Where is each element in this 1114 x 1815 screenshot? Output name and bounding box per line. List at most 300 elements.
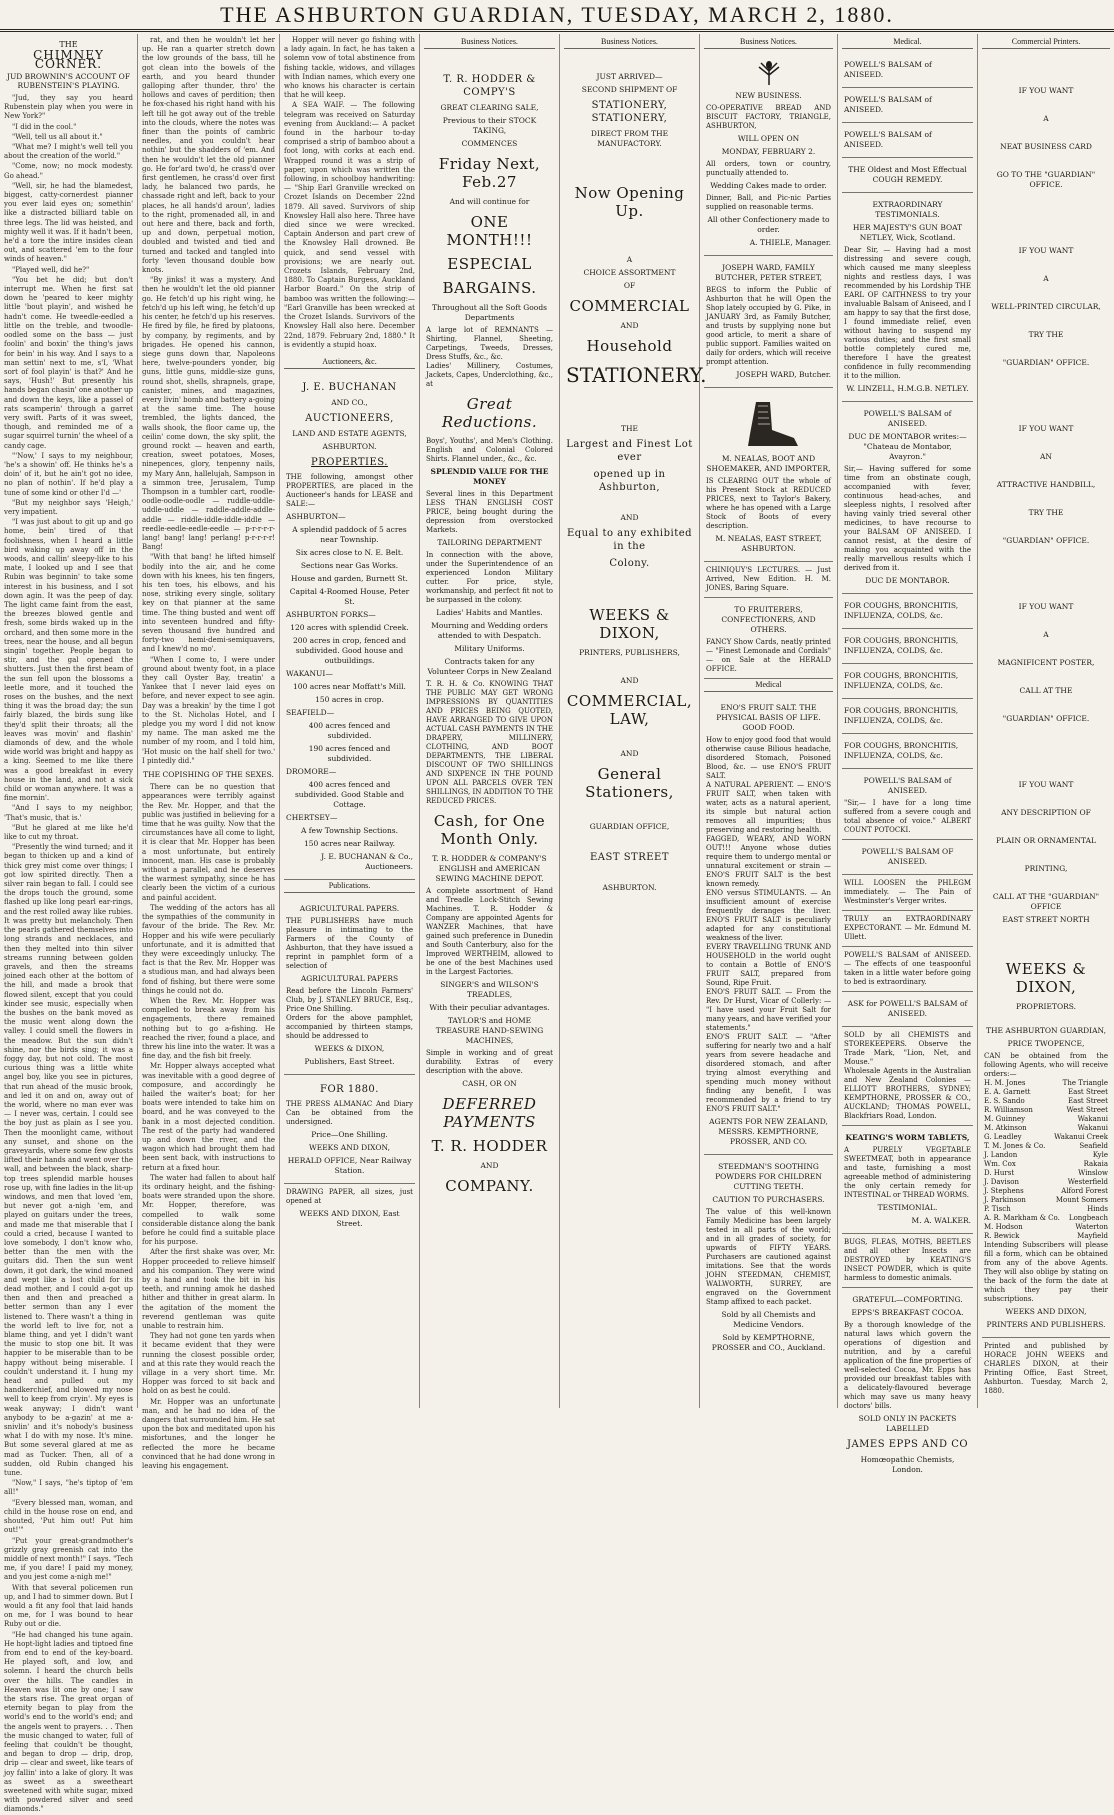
buchanan-name: J. E. BUCHANAN xyxy=(302,381,397,393)
dinner-ball: Dinner, Ball, and Pic-nic Parties supplied on reasonable terms. xyxy=(706,194,831,211)
ashburton-guardian: THE ASHBURTON GUARDIAN, xyxy=(986,1026,1106,1035)
coughs-ad xyxy=(842,699,973,734)
if-you-want-5: IF YOU WANT xyxy=(1018,780,1074,789)
call-at-2: CALL AT THE "GUARDIAN" OFFICE xyxy=(992,892,1100,911)
copishing-title: THE COPISHING OF THE SEXES. xyxy=(143,770,274,780)
agent-row xyxy=(984,1097,1108,1106)
printing: PRINTING, xyxy=(1024,864,1068,873)
story-paragraph: "You bet he did; but don't interrupt me. When he first sat down he 'peared to keer mighty little 'bout playin', and wished he hadn't come. He tweedle-eedled a little on the treble, and twoodle-oodled some on the bass — just foolin' and boxin' the thing's jaws for bein' in his way. And I says to a man settin' next to me, s'I, 'What sort of fool playin' is that?' And he says, 'Hush!' But presently his hands began chasin' one another up and down the keys, like a passel of rats scamperin' through a garret very swift. Parts of it was sweet, though, and reminded me of a sugar squirrel turnin' the wheel of a candy cage. xyxy=(4,275,133,450)
confectionery: All other Confectionery made to order. xyxy=(707,215,830,234)
keatings-title: KEATING'S WORM TABLETS, xyxy=(845,1133,970,1142)
monday-feb: MONDAY, FEBRUARY 2. xyxy=(721,147,816,156)
agent-row xyxy=(984,1223,1108,1232)
agent-location: Waterton xyxy=(1075,1223,1108,1231)
weeks-dixon-2: WEEKS AND DIXON, xyxy=(1005,1307,1087,1316)
try-the-1: TRY THE xyxy=(1028,330,1064,339)
hodder-and: AND xyxy=(480,1161,499,1170)
medical-head-col6: Medical xyxy=(704,679,833,692)
property-item: 400 acres fenced and subdivided. Good Stable and Cottage. xyxy=(294,779,405,809)
netley-ad xyxy=(842,193,973,402)
enos-fagged: FAGGED, WEARY, AND WORN OUT!!! Anyone whose duties require them to undergo mental or unnatural excitement or strain — ENO'S FRUIT SALT is the best known remedy. xyxy=(706,835,831,888)
hodder-company: COMPANY. xyxy=(445,1177,534,1195)
stationery-big: STATIONERY. xyxy=(566,363,707,387)
agent-location: Westerfield xyxy=(1067,1178,1108,1186)
go-to-guardian: GO TO THE "GUARDIAN" OFFICE. xyxy=(996,170,1096,189)
story-paragraph: "Put your great-grandmother's grizzly gray greenish cat into the middle of next month!" I says. "Tech me, if you dare! I paid my money, and you jest come a-nigh me!" xyxy=(4,1536,133,1582)
property-item: 200 acres in crop, fenced and subdivided. Good house and outbuildings. xyxy=(292,635,407,665)
stationery-and-4: AND xyxy=(620,749,639,758)
column-6 xyxy=(700,34,838,1408)
tr-hodder: T. R. HODDER xyxy=(431,1137,548,1155)
agent-location: Mount Somers xyxy=(1055,1196,1108,1204)
imprint-ad xyxy=(982,1338,1110,1400)
agent-row xyxy=(984,1115,1108,1124)
story-paragraph: "But he glared at me like he'd like to cut my throat. xyxy=(4,823,133,842)
buchanan-sign: J. E. BUCHANAN & Co., Auctioneers. xyxy=(321,851,413,871)
column-7 xyxy=(838,34,978,1474)
deferred-payments: DEFERRED PAYMENTS xyxy=(442,1095,537,1131)
stationery-and: AND xyxy=(620,321,639,330)
medical-head: Medical. xyxy=(842,36,973,49)
agri-publishers: Publishers, East Street. xyxy=(304,1056,395,1066)
nealas-text: IS CLEARING OUT the whole of his Present Stock at REDUCED PRICES, next to Taylor's Bakery, where he has opened with a Large Stock of Boots of every description. xyxy=(706,477,831,530)
prop-wakanui-list xyxy=(286,682,413,705)
story-paragraph: "Now," I says, "he's tiptop of 'em all!" xyxy=(4,1479,133,1497)
oldest-ad xyxy=(842,158,973,193)
agri-title: AGRICULTURAL PAPERS. xyxy=(299,903,400,913)
almanac-price: Price—One Shilling. xyxy=(311,1129,388,1139)
ward-sign: JOSEPH WARD, Butcher. xyxy=(736,370,831,379)
great-clearing: GREAT CLEARING SALE, xyxy=(440,103,539,112)
columns xyxy=(0,34,1114,1814)
sold-by: SOLD by all CHEMISTS and STOREKEEPERS. Observe the Trade Mark, "Lion, Net, and Mouse." xyxy=(844,1031,971,1066)
agent-name: D. Hurst xyxy=(984,1169,1015,1177)
property-item: A few Township Sections. xyxy=(300,825,399,835)
properties-intro: THE following, amongst other PROPERTIES, are placed in the Auctioneer's hands for LEASE and SALE:— xyxy=(286,472,413,508)
chiniquy: CHINIQUY'S LECTURES. — Just Arrived, New Edition. H. M. JONES, Baring Square. xyxy=(706,566,831,592)
singers-2: With their peculiar advantages. xyxy=(429,1003,550,1012)
buchanan-ashburton: ASHBURTON. xyxy=(322,441,377,451)
business-notices-head-1: Business Notices. xyxy=(424,36,555,49)
agent-row xyxy=(984,1133,1108,1142)
epps-title: EPPS'S BREAKFAST COCOA. xyxy=(851,1308,964,1317)
a-2: A xyxy=(1043,274,1049,283)
agent-name: R. Williamson xyxy=(984,1106,1033,1114)
enos-stimulants: ENO versus STIMULANTS. — An insufficient amount of exercise frequently deranges the liver. ENO'S FRUIT SALT is peculiarly adapted for any constitutional weakness of the liver. xyxy=(706,889,831,942)
will-open: WILL OPEN ON xyxy=(737,134,800,143)
coughs-list xyxy=(842,594,973,769)
masthead-title: THE ASHBURTON GUARDIAN, TUESDAY, MARCH 2, 1880. xyxy=(220,2,894,27)
prop-wakanui-head: WAKANUI— xyxy=(286,668,333,678)
aniseed-7-ad xyxy=(842,947,973,992)
enos-ad xyxy=(704,696,833,1155)
agent-location: East Street xyxy=(1068,1097,1108,1105)
prop-seafield-head: SEAFIELD— xyxy=(286,707,335,717)
agent-location: Wakanui Creek xyxy=(1054,1133,1108,1141)
agent-name: J. Parkinson xyxy=(984,1196,1026,1204)
steedman-ad xyxy=(704,1155,833,1360)
story-paragraph: "And I says to my neighbor, 'That's music, that is.' xyxy=(4,804,133,822)
agent-row xyxy=(984,1142,1108,1151)
story-paragraph: The water had fallen to about half its ordinary height, and the fishing-boats were stranded upon the shore. Mr. Hopper, therefore, was compelled to walk some considerable distance along the bank before he could find a suitable place for his purpose. xyxy=(142,1173,275,1247)
property-item: 120 acres with splendid Creek. xyxy=(290,622,409,632)
for-1880: FOR 1880. xyxy=(320,1083,379,1095)
story-paragraph: A SEA WAIF. — The following telegram was received on Saturday evening from Auckland:— A packet found in the harbour to-day comprised a strip of bamboo about a foot long, with corks at each end. Wrapped round it was a strip of paper, upon which was written the following, in schoolboy handwriting:— "Ship Earl Granville wrecked on Crozet Islands on December 22nd 1879. All saved. Survivors of ship Knowsley Hall also here. Three have died since we were wrecked. Captain Anderson and part crew of the Knowsley Hall drowned. Be quick, and send vessel with provisions; we are nearly out. Crozets Islands, February 2nd, 1880. To Captain Burgess, Auckland Harbor Board." On the strip of bamboo was written the following:— "Earl Granville has been wrecked at the Crozet Islands. Survivors of the Knowsley Hall also here. December 22nd, 1879. February 2nd, 1880." It is evidently a stupid hoax. xyxy=(284,101,415,349)
prop-seafield-list xyxy=(286,721,413,764)
agent-name: J. Landon xyxy=(984,1151,1018,1159)
a-1: A xyxy=(1043,114,1049,123)
sea-waif-story xyxy=(284,36,415,350)
ladies-millinery: Ladies' Millinery, Costumes, Jackets, Capes, Underclothing, &c., at xyxy=(426,362,553,388)
coop-ad xyxy=(704,53,833,256)
prop-ashburton-list xyxy=(286,525,413,607)
prop-forks-list xyxy=(286,623,413,666)
enos-agents: AGENTS FOR NEW ZEALAND, MESSRS. KEMPTHORNE, PROSSER, AND CO. xyxy=(709,1117,828,1146)
chimney-corner-body xyxy=(4,94,133,1815)
fancy-show-cards: FANCY Show Cards, neatly printed — "Finest Lemonade and Cordials" — on Sale at the HERALD OFFICE. xyxy=(706,638,831,673)
coughs-text: FOR COUGHS, BRONCHITIS, INFLUENZA, COLDS, &c. xyxy=(844,636,959,655)
enos-travelling: EVERY TRAVELLING TRUNK AND HOUSEHOLD in the world ought to contain a Bottle of ENO'S FRUIT SALT, prepared from Sound, Ripe Fruit. xyxy=(706,943,831,987)
powell-ad-1 xyxy=(842,53,973,88)
poster: MAGNIFICENT POSTER, xyxy=(997,658,1095,667)
agent-name: M. Hodson xyxy=(984,1223,1023,1231)
coughs-ad xyxy=(842,664,973,699)
montabor: DUC DE MONTABOR writes:— "Chateau de Montabor, Avayron." xyxy=(848,432,967,461)
story-paragraph: "Come, now; no mock modesty. Go ahead." xyxy=(4,162,133,180)
story-paragraph: rat, and then he wouldn't let her up. He ran a quarter stretch down the low grounds of the bass, till he got clean into the bowels of the earth, and you heard thunder galloping after thunder, thro' the hollows and caves of perdition; then he fox-chased his right hand with his left till he got away out of the treble into the clouds, where the notes was finer than the points of cambric needles, and you couldn't hear nothin' but the shadders of 'em. And then he wouldn't let the old pianner go. He for'ard two'd, he crass'd over first gentlemen, he crass'd over first lady, he balanced two pards, he chassade right and left, back to your places, he all hands'd aroun', ladies to the right, promenaded all, in and out here and there, back and forth, up and down, perpetual motion, doubled and twisted and tied and turned and tacked and tangled into forty 'leven thousand double bow knots. xyxy=(142,36,275,275)
thiele-sign: A. THIELE, Manager. xyxy=(749,238,831,247)
boys-clothing: Boys', Youths', and Men's Clothing. English and Colonial Colored Shirts. Flannel under., &c., &c. xyxy=(426,437,553,463)
commences: COMMENCES xyxy=(461,139,518,148)
business-notices-head-3: Business Notices. xyxy=(704,36,833,49)
story-paragraph: "Well, tell us all about it." xyxy=(12,132,103,141)
sewing-title: T. R. HODDER & COMPANY'S ENGLISH and AMERICAN SEWING MACHINE DEPOT. xyxy=(432,854,547,883)
largest-finest: Largest and Finest Lot ever xyxy=(566,439,693,463)
buchanan-land: LAND AND ESTATE AGENTS, xyxy=(292,428,407,438)
aniseed-7: POWELL'S BALSAM of ANISEED. — The effects of one teaspoonful taken in a little water before going to bed is extraordinary. xyxy=(844,951,971,986)
copishing-body xyxy=(142,783,275,1471)
agent-name: E. A. Garnett xyxy=(984,1088,1031,1096)
oldest-remedy: THE Oldest and Most Effectual COUGH REMEDY. xyxy=(848,165,967,184)
colony: Colony. xyxy=(609,558,650,569)
will-continue: And will continue for xyxy=(449,197,530,206)
buchanan-ad xyxy=(284,373,415,880)
east-street-col5: EAST STREET xyxy=(589,852,670,863)
agent-name: A. R. Markham & Co. xyxy=(984,1214,1060,1222)
tailoring-text: In connection with the above, under the Superintendence of an experienced London Military cutter. For price, style, workmanship, and perfect fit not to be surpassed in the colony. xyxy=(426,551,553,604)
powell-2: POWELL'S BALSAM of ANISEED. xyxy=(844,95,932,114)
steedman-sold: Sold by all Chemists and Medicine Vendors. xyxy=(721,1310,816,1329)
hodder-ad xyxy=(424,53,555,1205)
business-notices-head-2: Business Notices. xyxy=(564,36,695,49)
printers-ad xyxy=(982,53,1110,1019)
column-2 xyxy=(138,34,280,1471)
contracts: Contracts taken for any Volunteer Corps in New Zealand xyxy=(427,657,552,676)
property-item: 400 acres fenced and subdivided. xyxy=(308,720,391,740)
coop-text: All orders, town or country, punctually attended to. xyxy=(706,160,831,177)
story-paragraph: The wedding of the actors has all the sympathies of the community in favour of the bride. The Rev. Mr. Hopper and his wife were peculiarly unfortunate, and it is admitted that they were exceedingly unlucky. The fact is that the Rev. Mr. Hopper was a studious man, and had always been fond of fishing, but there were some things he could not do. xyxy=(142,903,275,995)
any-description: ANY DESCRIPTION OF xyxy=(1001,808,1091,817)
agent-location: Winslow xyxy=(1078,1169,1108,1177)
prop-dromore-head: DROMORE— xyxy=(286,766,337,776)
sewing-text: A complete assortment of Hand and Treadle Lock-Stitch Sewing Machines. T. R. Hodder & Company are appointed Agents for WANZER Machines, that have gained such preference in Dunedin and South Canterbury, also for the Improved WERTHEIM, allowed to be one of the best Machines used in the Largest Factories. xyxy=(426,887,553,976)
hodder-title: T. R. HODDER & COMPY'S xyxy=(443,74,536,98)
choice-assortment: CHOICE ASSORTMENT xyxy=(583,268,676,277)
column-1 xyxy=(0,34,138,1814)
enos-text: How to enjoy good food that would otherwise cause Bilious headache, disordered Stomach, Poisoned Blood, &c. — use ENO'S FRUIT SALT. xyxy=(706,736,831,780)
agent-row xyxy=(984,1187,1108,1196)
phlegm-ad xyxy=(842,875,973,911)
one-month: ONE MONTH!!! xyxy=(446,213,533,249)
story-paragraph: "He had changed his tune again. He hopt-light ladies and tiptoed fine from end to end of the key-board. He played soft, and low, and solemn. I heard the church bells over the hills. The candles in Heaven was lit one by one; I saw the stars rise. The great organ of eternity began to play from the world's end to the world's end; and the angels went to prayers. . . Then the music changed to water, full of feeling that couldn't be thought, and began to drop — drip, drop, drip — clear and sweet, like tears of joy fallin' into a lake of glory. It was as sweet as a sweetheart sweetened with white sugar, mixed with powdered silver and seed diamonds." xyxy=(4,1630,133,1814)
bugs: BUGS, FLEAS, MOTHS, BEETLES and all other Insects are DESTROYED by KEATING'S INSECT POWDER, which is quite harmless to domestic animals. xyxy=(844,1238,971,1282)
buchanan-and-co: AND CO., xyxy=(331,397,368,407)
agent-name: J. Davison xyxy=(984,1178,1020,1186)
ladies-habits: Ladies' Habits and Mantles. xyxy=(436,608,543,617)
well-printed: WELL-PRINTED CIRCULAR, xyxy=(991,302,1101,311)
truly: TRULY an EXTRAORDINARY EXPECTORANT. — Mr. Edmund M. Ullett. xyxy=(844,915,971,941)
weeks-dixon-col5: WEEKS & DIXON, xyxy=(589,606,670,642)
agent-name: R. Bewick xyxy=(984,1232,1020,1240)
enos-title: ENO'S FRUIT SALT. THE PHYSICAL BASIS OF LIFE. GOOD FOOD. xyxy=(716,703,821,732)
opened-up: opened up in Ashburton, xyxy=(593,469,666,493)
agent-row xyxy=(984,1214,1108,1223)
if-you-want-4: IF YOU WANT xyxy=(1018,602,1074,611)
agent-name: H. M. Jones xyxy=(984,1079,1026,1087)
agent-location: Alford Forest xyxy=(1061,1187,1108,1195)
column-5 xyxy=(560,34,707,1408)
prop-chertsey-head: CHERTSEY— xyxy=(286,812,338,822)
auctioneers-head: Auctioneers, &c. xyxy=(284,356,415,369)
agri-orders: Orders for the above pamphlet, accompanied by thirteen stamps, should be addressed to xyxy=(286,1013,413,1040)
agent-row xyxy=(984,1151,1108,1160)
agent-name: T. M. Jones & Co. xyxy=(984,1142,1046,1150)
remnants: A large lot of REMNANTS — Shirting, Flannel, Sheeting, Carpetings, Tweeds, Dresses, Dress Stuffs, &c., &c. xyxy=(426,326,553,361)
ask-for: ASK for POWELL'S BALSAM of ANISEED. xyxy=(847,999,968,1018)
agent-row xyxy=(984,1106,1108,1115)
nealas-ad xyxy=(704,388,833,562)
epps-text: By a thorough knowledge of the natural laws which govern the operations of digestion and nutrition, and by a careful application of the fine properties of well-selected Cocoa, Mr. Epps has provided our breakfast tables with a delicately-flavoured beverage which may save us many heavy doctors' bills. xyxy=(844,1321,971,1410)
powell-5: POWELL'S BALSAM of ANISEED. xyxy=(863,776,952,795)
stationery-and-2: AND xyxy=(620,513,639,522)
property-item: Sections near Gas Works. xyxy=(300,560,399,570)
agri-papers-ad xyxy=(284,897,415,1075)
powell-ad-2 xyxy=(842,88,973,123)
ward-ad xyxy=(704,256,833,388)
agent-row xyxy=(984,1178,1108,1187)
plain-ornamental: PLAIN OR ORNAMENTAL xyxy=(995,836,1096,845)
masthead xyxy=(0,0,1114,30)
story-paragraph: They had not gone ten yards when it became evident that they were running the closest possible order, and at this rate they would reach the village in a very short time. Mr. Hopper was forced to sit back and hold on as best he could. xyxy=(142,1332,275,1396)
agri-weeks-dixon: WEEKS & DIXON, xyxy=(314,1043,385,1053)
if-you-want-2: IF YOU WANT xyxy=(1018,246,1074,255)
direct-manufactory: DIRECT FROM THE MANUFACTORY. xyxy=(590,129,669,148)
agent-row xyxy=(984,1079,1108,1088)
friday-next: Friday Next, Feb.27 xyxy=(438,155,541,191)
publications-head: Publications. xyxy=(284,880,415,893)
printers-publishers-col5: PRINTERS, PUBLISHERS, xyxy=(579,648,680,657)
fruiterers-ad xyxy=(704,598,833,679)
agent-name: M. Guinney xyxy=(984,1115,1026,1123)
press-almanac: THE PRESS ALMANAC And Diary Can be obtained from the undersigned. xyxy=(286,1099,413,1126)
price-twopence: PRICE TWOPENCE, xyxy=(1007,1039,1085,1048)
singers: SINGER'S and WILSON'S TREADLES, xyxy=(440,980,539,999)
if-you-want-3: IF YOU WANT xyxy=(1018,424,1074,433)
potocki-ad xyxy=(842,769,973,840)
story-paragraph: There can be no question that appearances were terribly against the Rev. Mr. Hopper, and that the public was justified in believing for a time that he was guilty. Now that the circumstances have all come to light, it is clear that Mr. Hopper has been a most unfortunate, but entirely innocent, man. His case is probably without a parallel, and he deserves the warmest sympathy, since he has clearly been the victim of a curious and painful accident. xyxy=(142,783,275,902)
enos-testimonial-2: ENO'S FRUIT SALT. — "After suffering for nearly two and a half years from severe headache and disordered stomach, and after trying almost everything and spending much money without finding any benefit, I was recommended by a friend to try ENO'S FRUIT SALT." xyxy=(706,1033,831,1113)
drawing-paper: DRAWING PAPER, all sizes, just opened at xyxy=(286,1187,413,1205)
agent-location: Kyle xyxy=(1092,1151,1108,1159)
grateful: GRATEFUL—COMFORTING. xyxy=(852,1295,963,1304)
agent-name: J. Stephens xyxy=(984,1187,1024,1195)
story-paragraph: After the first shake was over, Mr. Hopper proceeded to relieve himself and his companion. They were wind by a hand and took the bit in his teeth, and running amok he dashed hither and thither in great alarm. In the agitation of the moment the reverend gentleman was quite unable to restrain him. xyxy=(142,1248,275,1331)
keatings-sub: A PURELY VEGETABLE SWEETMEAT, both in appearance and taste, furnishing a most agreeable method of administering the only certain remedy for INTESTINAL or THREAD WORMS. xyxy=(844,1146,971,1199)
story-paragraph: "With that bang! he lifted himself bodily into the air, and he come down with his knees, his ten fingers, his ten toes, his elbows, and his nose, striking every single, solitary key on that pianner at the same time. The thing busted and went off into seventeen hundred and fifty-seven thousand five hundred and forty-two hemi-demi-semiquavers, and I knew'd no mo'. xyxy=(142,553,275,654)
proprietors: PROPRIETORS. xyxy=(1015,1002,1077,1011)
nealas-title: M. NEALAS, BOOT AND SHOEMAKER, AND IMPORTER, xyxy=(706,454,831,473)
netley: HER MAJESTY'S GUN BOAT NETLEY, Wick, Scotland. xyxy=(852,223,963,242)
try-the-2: TRY THE xyxy=(1028,508,1064,517)
agri-text: THE PUBLISHERS have much pleasure in intimating to the Farmers of the County of Ashburton, that they have issued a reprint in pamphlet form of a selection of xyxy=(286,916,413,970)
property-item: 100 acres near Moffatt's Mill. xyxy=(293,681,406,691)
epps-sold: SOLD ONLY IN PACKETS LABELLED xyxy=(858,1414,957,1433)
bugs-ad xyxy=(842,1234,973,1288)
story-paragraph: "Played well, did he?" xyxy=(12,265,90,274)
powell-1: POWELL'S BALSAM of ANISEED. xyxy=(844,60,932,79)
story-paragraph: "What me? I might's well tell you about the creation of the world." xyxy=(4,143,133,161)
simple-working: Simple in working and of great durability. Extras of every description with the above. xyxy=(426,1049,553,1075)
now-opening: Now Opening Up. xyxy=(574,184,685,220)
coughs-text: FOR COUGHS, BRONCHITIS, INFLUENZA, COLDS, &c. xyxy=(844,671,959,690)
story-paragraph: "Jud, they say you heard Rubenstein play when you were in New York?" xyxy=(4,94,133,121)
chiniquy-ad xyxy=(704,562,833,598)
ward-title: JOSEPH WARD, FAMILY BUTCHER, PETER STREET, xyxy=(714,263,823,282)
ward-text: BEGS to inform the Public of Ashburton that he will Open the Shop lately occupied by G. Pike, in JANUARY 3rd, as Family Butcher, and trusts by supplying none but good article, to merit a share of public support. Families waited on daily for orders, which will receive prompt attention. xyxy=(706,286,831,366)
mourning: Mourning and Wedding orders attended to with Despatch. xyxy=(431,621,548,640)
agent-row xyxy=(984,1160,1108,1169)
weeks-dixon-col8: WEEKS & DIXON, xyxy=(1005,960,1087,996)
previous: Previous to their STOCK TAKING, xyxy=(442,116,537,135)
east-street-north: EAST STREET NORTH xyxy=(1002,915,1090,924)
powell-6: POWELL'S BALSAM OF ANISEED. xyxy=(861,847,954,866)
guardian-office-2: "GUARDIAN" OFFICE. xyxy=(1002,536,1090,545)
attractive: ATTRACTIVE HANDBILL, xyxy=(996,480,1096,489)
story-paragraph: Hopper will never go fishing with a lady again. In fact, he has taken a solemn vow of total abstinence from fishing tackle, widows, and villages with Indian names, which every one who knows his character is certain that he will keep. xyxy=(284,36,415,100)
almanac-herald-office: HERALD OFFICE, Near Railway Station. xyxy=(287,1155,412,1175)
powell-ad-6 xyxy=(842,840,973,875)
stationery-of: OF xyxy=(623,281,636,290)
story-paragraph: Mr. Hopper was an unfortunate man, and he had no idea of the dangers that surrounded him. He sat upon the box and meditated upon his misfortunes, and the longer he reflected the more he became convinced that he had done wrong in leaving his engagement. xyxy=(142,1397,275,1471)
agent-row xyxy=(984,1205,1108,1214)
drawing-weeks-dixon: WEEKS AND DIXON, East Street. xyxy=(299,1208,400,1228)
neat-card: NEAT BUSINESS CARD xyxy=(1000,142,1092,151)
agents-list xyxy=(984,1079,1108,1241)
prop-ashburton-head: ASHBURTON— xyxy=(286,511,346,521)
second-shipment: SECOND SHIPMENT OF xyxy=(581,85,678,94)
wholesale: Wholesale Agents in the Australian and New Zealand Colonies — ELLIOTT BROTHERS, SYDNEY; KEMPTHORNE, PROSSER & CO., AUCKLAND; THOMAS POWELL, Blackfriars Road, London. xyxy=(844,1067,971,1120)
walker-sign: M. A. WALKER. xyxy=(911,1216,971,1225)
story-paragraph: Mr. Hopper always accepted what was inevitable with a good degree of composure, and accordingly he hailed the waiter's boat; for her boats were intended to take him on board, and he was conveyed to the bank in a most dejected condition. The rest of the party had wandered up and down the river, and the wagon which had brought them had been sent back, with instructions to return at a fixed hour. xyxy=(142,1062,275,1172)
story-paragraph: "I did in the cool." xyxy=(12,122,77,131)
enos-natural: A NATURAL APERIENT. — ENO'S FRUIT SALT, when taken with water, acts as a natural aperient, its simple but natural action removes all impurities; thus preserving and restoring health. xyxy=(706,781,831,834)
to-fruiterers: TO FRUITERERS, CONFECTIONERS, AND OTHERS. xyxy=(721,605,816,634)
agent-name: M. Atkinson xyxy=(984,1124,1027,1132)
great-reductions: Great Reductions. xyxy=(441,395,538,431)
story-paragraph: "Every blessed man, woman, and child in the house rose on end, and shouted, 'Put him out! Put him out!'" xyxy=(4,1498,133,1535)
property-item: 190 acres fenced and subdivided. xyxy=(308,743,391,763)
property-item: Capital 4-Roomed House, Peter St. xyxy=(289,586,410,606)
if-you-want-1: IF YOU WANT xyxy=(1018,86,1074,95)
netley-text: Dear Sir, — Having had a most distressing and severe cough, which caused me many sleepless nights and restless days, I was recommended by his Lordship THE EARL OF CAITHNESS to try your invaluable Balsam of Aniseed, and I am happy to say that the first dose, I found immediate relief, even without having to suspend my various duties; and the first small bottle completely cured me, therefore I have the greatest confidence in fully recommending it to the million. xyxy=(844,246,971,380)
agent-row xyxy=(984,1196,1108,1205)
agent-name: P. Tisch xyxy=(984,1205,1011,1213)
general-stationers: General Stationers, xyxy=(585,765,674,801)
commercial-law: COMMERCIAL, LAW, xyxy=(566,692,693,728)
enos-testimonial-1: ENO'S FRUIT SALT. — From the Rev. Dr Hurst, Vicar of Collerly: — "I have used your Fruit Salt for many years, and have verified your statements." xyxy=(706,988,831,1032)
wheatsheaf-icon xyxy=(749,61,789,87)
prop-forks-head: ASHBURTON FORKS— xyxy=(286,609,376,619)
properties-heading: PROPERTIES. xyxy=(311,456,388,468)
nealas-sign: M. NEALAS, EAST STREET, ASHBURTON. xyxy=(715,534,822,553)
a-3: A xyxy=(1043,630,1049,639)
agent-name: Wm. Cox xyxy=(984,1160,1016,1168)
coughs-ad xyxy=(842,594,973,629)
story-paragraph: "By jinks! it was a mystery. And then he wouldn't let the old pianner go. He fetch'd up his right wing, he fetch'd up his left wing, he fetch'd up his center, he fetch'd up his reserves. He fired by file, he fired by platoons, by company, by regiments, and by brigades. He opened his cannon, siege guns down thar, Napoleons here, twelve-pounders yonder, big guns, little guns, middle-size guns, round shot, shells, shrapnels, grape, canister, mines, and magazines, every livin' bomb and battery a-going at the same time. The house trembled, the lights danced, the walls shook, the floor came up, the ceilin' come down, the sky split, the ground rockt — heaven and earth, creation, sweet potatoes, Moses, ninepences, glory, tenpenny nails, my Mary Ann, hallelujah, Sampson in a simmon tree, Jerusalem, Tump Thompson in a tumbler cart, roodle-oodle-oodle-oodle — ruddle-uddle-uddle-uddle — raddle-addle-addle-addle — riddle-iddle-iddle-iddle — reedle-eedle-eedle-eedle — p-r-r-r-r-lang! bang! lang! perlang! p-r-r-r-r! Bang! xyxy=(142,276,275,552)
wedding-cakes: Wedding Cakes made to order. xyxy=(710,181,827,190)
can-obtain: CAN be obtained from the following Agents, who will receive orders:— xyxy=(984,1052,1108,1078)
ask-ad xyxy=(842,992,973,1027)
story-paragraph: "Well, sir, he had the blamedest, biggest, catty-cornerdest pianner you ever laid eyes on; somethin' like a distracted billiard table on three legs. The lid was heisted, and mighty well it was. If it hadn't been, he'd a tore the intire insides clean out, and scattered 'em to the four winds of heaven." xyxy=(4,181,133,264)
coughs-ad xyxy=(842,629,973,664)
agri-title-2: AGRICULTURAL PAPERS xyxy=(300,973,399,983)
cash-one-month: Cash, for One Month Only. xyxy=(433,812,546,848)
printers-publishers: PRINTERS AND PUBLISHERS. xyxy=(986,1320,1106,1329)
agent-name: E. S. Sando xyxy=(984,1097,1025,1105)
just-arrived: JUST ARRIVED— xyxy=(596,72,663,81)
column-8 xyxy=(978,34,1114,1408)
bargains: BARGAINS. xyxy=(442,279,537,297)
story-continuation xyxy=(142,36,275,766)
agents-ad xyxy=(982,1019,1110,1338)
prop-dromore-list xyxy=(286,780,413,810)
story-paragraph: "But my neighbor says 'Heigh,' very impatient. xyxy=(4,498,133,516)
agent-row xyxy=(984,1124,1108,1133)
stationery-a: A xyxy=(626,255,633,264)
coughs-text: FOR COUGHS, BRONCHITIS, INFLUENZA, COLDS, &c. xyxy=(844,706,959,725)
epps-name: JAMES EPPS AND CO xyxy=(846,1439,969,1450)
almanac-ad xyxy=(284,1075,415,1184)
ashburton-col5: ASHBURTON. xyxy=(602,883,657,892)
commercial: COMMERCIAL xyxy=(569,297,690,315)
story-paragraph: "I was just about to git up and go home, bein' tired of that foolishness, when I heard a little bird waking up away off in the woods, and callin' sleepy-like to his mate, I looked up and I see that Rubin was beginnin' to take some interest in his business, and I sot down agin. It was the peep of day. The light came faint from the east, the breezes blowed gentle and fresh, some birds waked up in the orchard, and then some more in the trees, near the house, and all begun singin' together. People began to stir, and the gal opened the shutters. Just then the first beam of the sun fell upon the blossoms a leetle more, and it touched the roses on the bushes, and the next thing it was the broad day; the sun fairly blazed, the birds sung like they'd split their throats; all the leaves was movin' and flashin' diamonds of dew, and the whole wide world was bright and happy as a king. Seemed to me like there was a good breakfast in every house in the land, and not a sick child or woman anywhere. It was a fine mornin'. xyxy=(4,518,133,803)
new-business: NEW BUSINESS. xyxy=(735,91,802,100)
agent-location: Wakanui xyxy=(1077,1115,1108,1123)
several-lines: Several lines in this Department LESS THAN ENGLISH COST PRICE, being bought during the depression from overstocked Markets. xyxy=(426,490,553,534)
property-item: 150 acres in crop. xyxy=(315,694,384,704)
column-4 xyxy=(420,34,560,1408)
story-paragraph: "When I come to, I were under ground about twenty foot, in a place they call Oyster Bay, treatin' a Yankee that I never laid eyes on before, and never expect to see agin. Day was a breakin' by the time I got to the St. Nicholas Hotel, and I pledge you my word I did not know my name. The man asked me the number of my room, and I told him, 'Hot music on the half shell for two.' I pintedly did." xyxy=(142,655,275,765)
property-item: A splendid paddock of 5 acres near Township. xyxy=(292,524,407,544)
agent-location: Seafield xyxy=(1079,1142,1108,1150)
montabor-ad xyxy=(842,402,973,594)
powell-4: POWELL'S BALSAM of ANISEED. xyxy=(863,409,952,428)
powell-ad-3 xyxy=(842,123,973,158)
caution-text: The value of this well-known Family Medicine has been largely tested in all parts of the world; and in all grades of society, for upwards of FIFTY YEARS. Purchasers are cautioned against imitations. See that the words JOHN STEEDMAN, CHEMIST, WALWORTH, SURREY, are engraved on the Government Stamp affixed to each packet. xyxy=(706,1208,831,1306)
agent-location: The Triangle xyxy=(1062,1079,1108,1087)
steedman-title: STEEDMAN'S SOOTHING POWDERS FOR CHILDREN CUTTING TEETH. xyxy=(715,1162,822,1191)
steedman-kempthorne: Sold by KEMPTHORNE, PROSSER and CO., Auckland. xyxy=(711,1333,826,1352)
